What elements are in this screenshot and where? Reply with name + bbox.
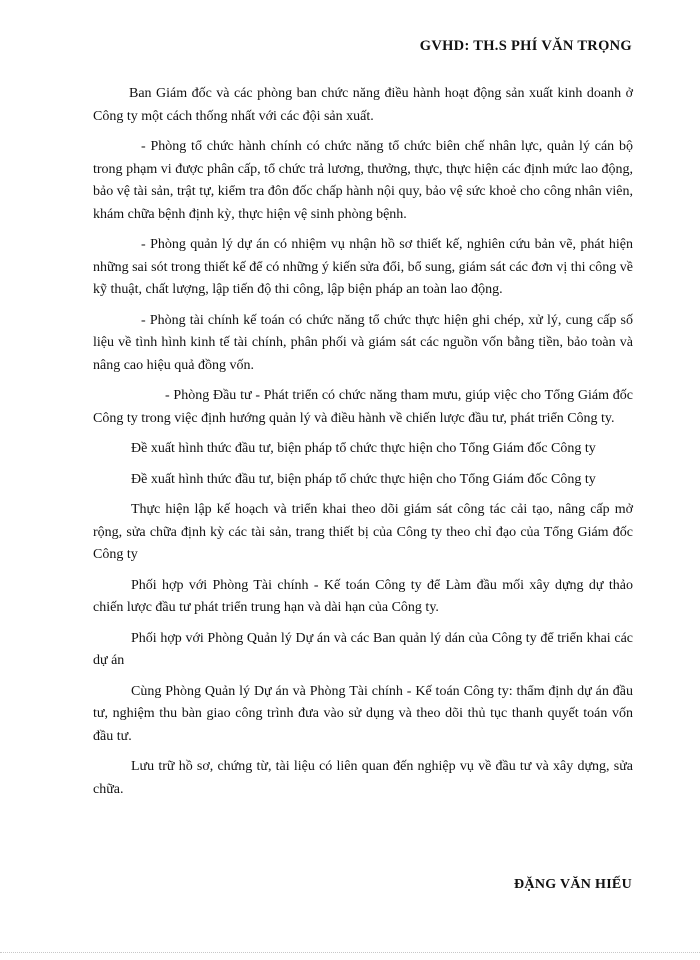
paragraph-strategy-coordination: Phối hợp với Phòng Tài chính - Kế toán Công ty để Làm đầu mối xây dựng dự thảo chiến lược đầu tư phát triển trung hạn và dài hạn của Công ty. xyxy=(93,577,633,615)
author-footer: ĐẶNG VĂN HIẾU xyxy=(514,877,632,892)
paragraph-project-department: - Phòng quản lý dự án có nhiệm vụ nhận hồ sơ thiết kế, nghiên cứu bản vẽ, phát hiện những sai sót trong thiết kế để có những ý kiến sửa đổi, bổ sung, giám sát các đơn vị thi công về kỹ thuật, chất lượng, lập tiến độ thi công, lập biện pháp an toàn lao động. xyxy=(93,237,633,297)
page-bottom-rule xyxy=(0,952,700,953)
paragraph-records-storage: Lưu trữ hồ sơ, chứng từ, tài liệu có liên quan đến nghiệp vụ về đầu tư và xây dựng, sửa chữa. xyxy=(93,759,633,797)
document-body xyxy=(93,83,633,809)
paragraph-investment-proposal-2: Đề xuất hình thức đầu tư, biện pháp tổ chức thực hiện cho Tổng Giám đốc Công ty xyxy=(131,471,596,487)
paragraph-investment-department: - Phòng Đầu tư - Phát triển có chức năng tham mưu, giúp việc cho Tổng Giám đốc Công ty trong việc định hướng quản lý và điều hành về chiến lược đầu tư, phát triển Công ty. xyxy=(93,388,633,426)
paragraph-investment-proposal-1: Đề xuất hình thức đầu tư, biện pháp tổ chức thực hiện cho Tổng Giám đốc Công ty xyxy=(131,441,596,456)
paragraph-project-coordination: Phối hợp với Phòng Quản lý Dự án và các Ban quản lý dán của Công ty để triển khai các dự án xyxy=(93,630,633,668)
supervisor-header: GVHD: TH.S PHÍ VĂN TRỌNG xyxy=(419,38,632,54)
paragraph-finance-department: - Phòng tài chính kế toán có chức năng tổ chức thực hiện ghi chép, xử lý, cung cấp số liệu về tình hình kinh tế tài chính, phân phối và giám sát các nguồn vốn bằng tiền, bảo toàn và nâng cao hiệu quả đồng vốn. xyxy=(93,312,633,373)
paragraph-appraisal: Cùng Phòng Quản lý Dự án và Phòng Tài chính - Kế toán Công ty: thẩm định dự án đầu tư, nghiệm thu bàn giao công trình đưa vào sử dụng và theo dõi thủ tục thanh quyết toán vốn đầu tư. xyxy=(93,683,633,744)
paragraph-management-overview: Ban Giám đốc và các phòng ban chức năng điều hành hoạt động sản xuất kinh doanh ở Công ty một cách thống nhất với các đội sản xuất. xyxy=(93,86,633,124)
paragraph-maintenance-planning: Thực hiện lập kế hoạch và triển khai theo dõi giám sát công tác cải tạo, nâng cấp mở rộng, sửa chữa định kỳ các tài sản, trang thiết bị của Công ty theo chỉ đạo của Tổng Giám đốc Công ty xyxy=(93,502,633,562)
paragraph-admin-department: - Phòng tổ chức hành chính có chức năng tổ chức biên chế nhân lực, quản lý cán bộ trong phạm vi được phân cấp, tổ chức trả lương, thưởng, thực, thực hiện các định mức lao động, bảo vệ tài sản, trật tự, kiểm tra đôn đốc chấp hành nội quy, bảo vệ sức khoẻ cho công nhân viên, khám chữa bệnh định kỳ, thực hiện vệ sinh phòng bệnh. xyxy=(93,139,633,222)
